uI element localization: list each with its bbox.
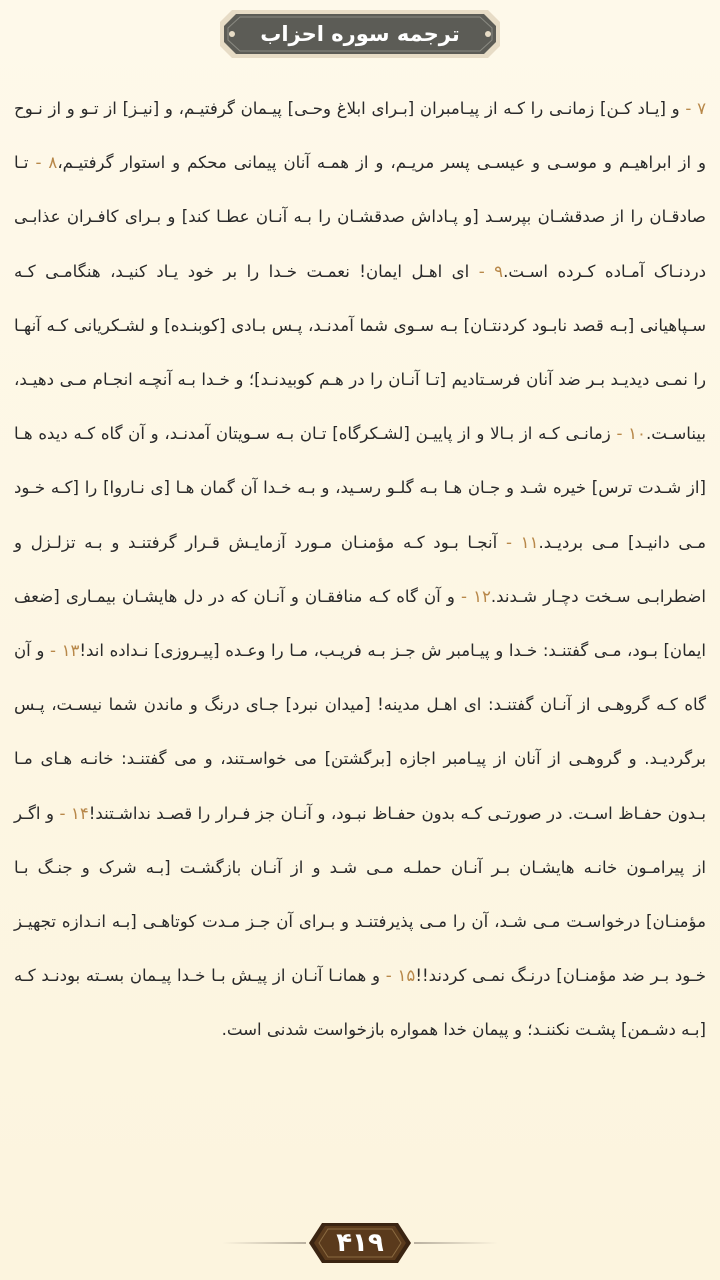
verse-text: و همانـا آنـان از پیـش بـا خـدا پیـمان بسـته بودنـد کـه [بـه دشـمن] پشـت نکننـد؛ و پیمان خدا همواره بازخواست شدنی است. bbox=[14, 966, 706, 1040]
verse-number: ۱۲ - bbox=[454, 586, 491, 606]
verse-number: ۱۱ - bbox=[497, 532, 539, 552]
verse-text: و آن گاه کـه گروهـی از آنـان گفتنـد: ای اهـل مدینه! [میدان نبرد] جـای درنگ و ماندن شما نیسـت، پـس برگردیـد. و گروهـی از آنان از پیـامبر اجازه [برگشتن] می خواسـتند، و می گفتنـد: خانـه هـای مـا بـدون حفـاظ اسـت. در صورتـی کـه بدون حفـاظ نبـود، و آنـان جز فـرار را قصـد نداشـتند! bbox=[14, 641, 706, 823]
verse-number: ۱۳ - bbox=[44, 641, 80, 661]
verse-number: ۱۵ - bbox=[379, 966, 416, 986]
verse-number: ۱۰ - bbox=[610, 424, 646, 444]
verse-text: زمانـی کـه از بـالا و از پاییـن [لشـکرگاه] تـان بـه سـویتان آمدنـد، و آن گاه کـه دیده هـا [از شـدت ترس] خیره شـد و جـان هـا بـه گلـو رسـید، و بـه خـدا آن گمان هـا [ی نـاروا] را [کـه خـود مـی دانیـد] مـی بردیـد. bbox=[14, 424, 706, 552]
verse-number: ۷ - bbox=[679, 99, 706, 118]
footer-divider-right bbox=[414, 1242, 498, 1244]
verse-text: ای اهـل ایمان! نعمـت خـدا را بر خود یـاد کنیـد، هنگامـی کـه سـپاهیانی [بـه قصد نابـود کردنتـان] بـه سـوی شما آمدنـد، پـس بـادی [کوبنـده] و لشـکریانی کـه آنهـا را نمـی دیدیـد بـر ضد آنان فرسـتادیم [تـا آنـان را در هـم کوبیدنـد]؛ و خـدا بـه آنچـه انجـام مـی دهیـد، بیناسـت. bbox=[14, 261, 706, 444]
verse-text: آنجـا بـود کـه مؤمنـان مـورد آزمایـش قـرار گرفتنـد و بـه تزلـزل و اضطرابـی سـخت دچـار شـدند. bbox=[14, 532, 706, 606]
page-number: ۴۱۹ bbox=[336, 1228, 384, 1258]
verse-text: و [یـاد کـن] زمانـی را کـه از پیـامبران [بـرای ابلاغ وحـی] پیـمان گرفتیـم، و [نیـز] از تـو و از نـوح و از ابراهیـم و موسـی و عیسـی پسر مریـم، و از همـه آنان پیمانی محکم و استوار گرفتیـم، bbox=[14, 99, 707, 173]
verse-number: ۱۴ - bbox=[54, 803, 89, 823]
verse-number: ۹ - bbox=[469, 261, 504, 281]
verse-text: تـا صادقـان را از صدقشـان بپرسـد [و پـاداش صدقشـان را بـه آنـان عطـا کند] و بـرای کافـران عذابـی دردنـاک آمـاده کـرده اسـت. bbox=[14, 153, 706, 281]
verse-text: و آن گاه کـه منافقـان و آنـان که در دل هایشـان بیمـاری [ضعف ایمان] بـود، مـی گفتنـد: خـدا و پیـامبر ش جـز بـه فریـب، مـا را وعـده [پیـروزی] نـداده اند! bbox=[14, 586, 706, 661]
surah-title: ترجمه سوره احزاب bbox=[260, 22, 460, 46]
page-number-badge bbox=[306, 1220, 414, 1266]
verse-text: و اگـر از پیرامـون خانـه هایشـان بـر آنـان حملـه مـی شـد و از آنـان بازگشـت [بـه شرک و جنـگ بـا مؤمنـان] درخواسـت مـی شـد، آن را مـی پذیرفتنـد و بـرای آن جـز مـدت کوتاهـی [بـه انـدازه تجهیـز خـود بـر ضد مؤمنـان] درنـگ نمـی کردند!! bbox=[14, 803, 706, 986]
translation-text bbox=[14, 82, 706, 1058]
footer-divider-left bbox=[222, 1242, 306, 1244]
surah-title-banner bbox=[218, 8, 502, 60]
verse-number: ۸ - bbox=[28, 153, 58, 173]
